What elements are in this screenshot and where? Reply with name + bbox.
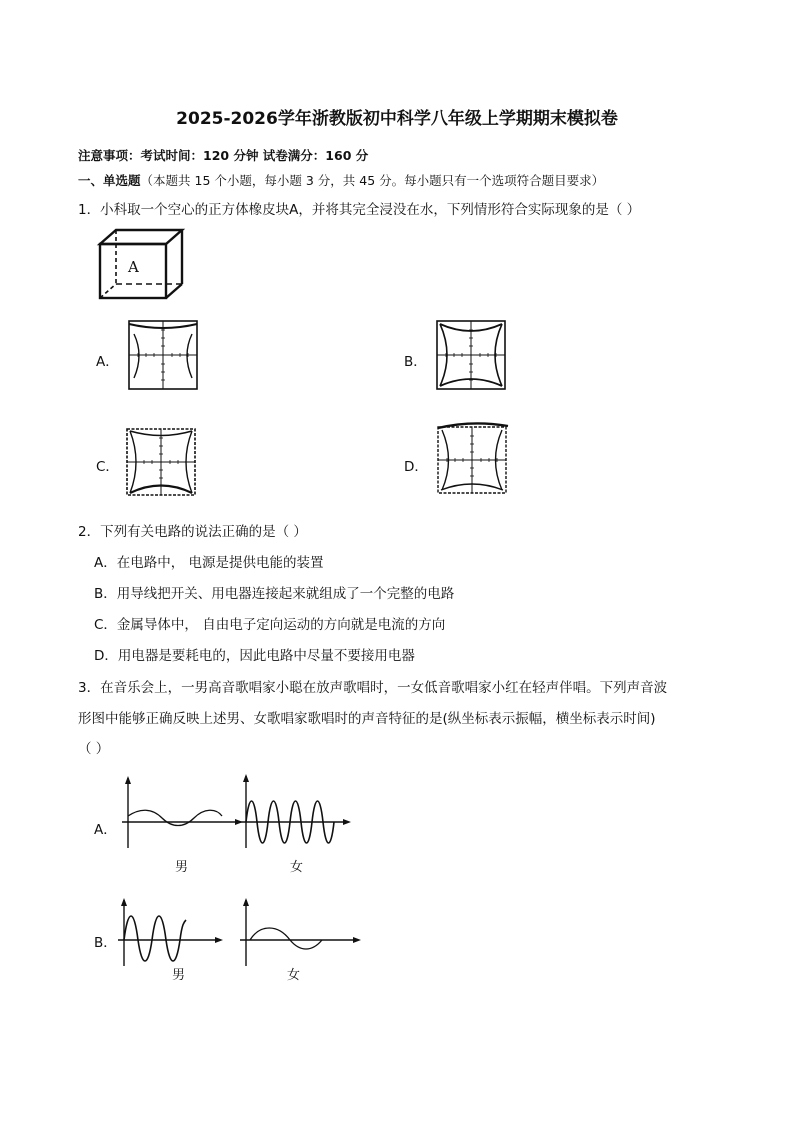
q3-option-a-female-wave xyxy=(240,774,352,850)
q3-option-a-male-caption: 男 xyxy=(175,860,189,875)
cube-figure xyxy=(96,228,186,300)
page-title: 2025-2026学年浙教版初中科学八年级上学期期末模拟卷 xyxy=(176,109,618,129)
q3-option-b-male-caption: 男 xyxy=(172,968,186,983)
cube-label: A xyxy=(128,258,139,276)
q3-option-a-male-wave xyxy=(122,776,244,850)
q2-option-b[interactable]: B．用导线把开关、用电器连接起来就组成了一个完整的电路 xyxy=(94,586,455,602)
q3-option-b-male-wave xyxy=(118,898,224,968)
question-3-line-2: 形图中能够正确反映上述男、女歌唱家歌唱时的声音特征的是(纵坐标表示振幅，横坐标表示时间) xyxy=(78,711,656,727)
q1-option-b-label[interactable]: B． xyxy=(404,354,427,370)
question-2-text: 2．下列有关电路的说法正确的是（ ） xyxy=(78,524,307,540)
q1-option-d-label[interactable]: D． xyxy=(404,459,428,475)
q3-option-b-label[interactable]: B． xyxy=(94,935,117,951)
exam-notes: 注意事项：考试时间：120 分钟 试卷满分：160 分 xyxy=(78,148,369,163)
q2-option-d[interactable]: D．用电器是要耗电的，因此电路中尽量不要接用电器 xyxy=(94,648,415,664)
q1-option-a-label[interactable]: A． xyxy=(96,354,119,370)
q1-option-b-figure xyxy=(436,320,506,390)
q1-option-d-figure xyxy=(437,424,509,494)
section-heading xyxy=(78,171,604,189)
q3-option-b-female-wave xyxy=(240,898,362,968)
q1-option-c-label[interactable]: C． xyxy=(96,459,119,475)
q3-option-a-label[interactable]: A． xyxy=(94,822,117,838)
section-description: （本题共 15 个小题，每小题 3 分，共 45 分。每小题只有一个选项符合题目要求） xyxy=(140,173,605,188)
question-1-text: 1．小科取一个空心的正方体橡皮块A，并将其完全浸没在水，下列情形符合实际现象的是（ ） xyxy=(78,202,641,218)
q1-option-c-figure xyxy=(126,428,196,496)
question-3-line-1: 3．在音乐会上，一男高音歌唱家小聪在放声歌唱时，一女低音歌唱家小红在轻声伴唱。下列声音波 xyxy=(78,680,668,696)
q2-option-a[interactable]: A．在电路中， 电源是提供电能的装置 xyxy=(94,555,324,571)
q2-option-c[interactable]: C．金属导体中， 自由电子定向运动的方向就是电流的方向 xyxy=(94,617,446,633)
q1-option-a-figure xyxy=(128,320,198,390)
question-3-line-3: （ ） xyxy=(78,741,110,757)
q3-option-a-female-caption: 女 xyxy=(290,860,304,875)
section-label: 一、单选题 xyxy=(78,173,141,188)
q3-option-b-female-caption: 女 xyxy=(287,968,301,983)
